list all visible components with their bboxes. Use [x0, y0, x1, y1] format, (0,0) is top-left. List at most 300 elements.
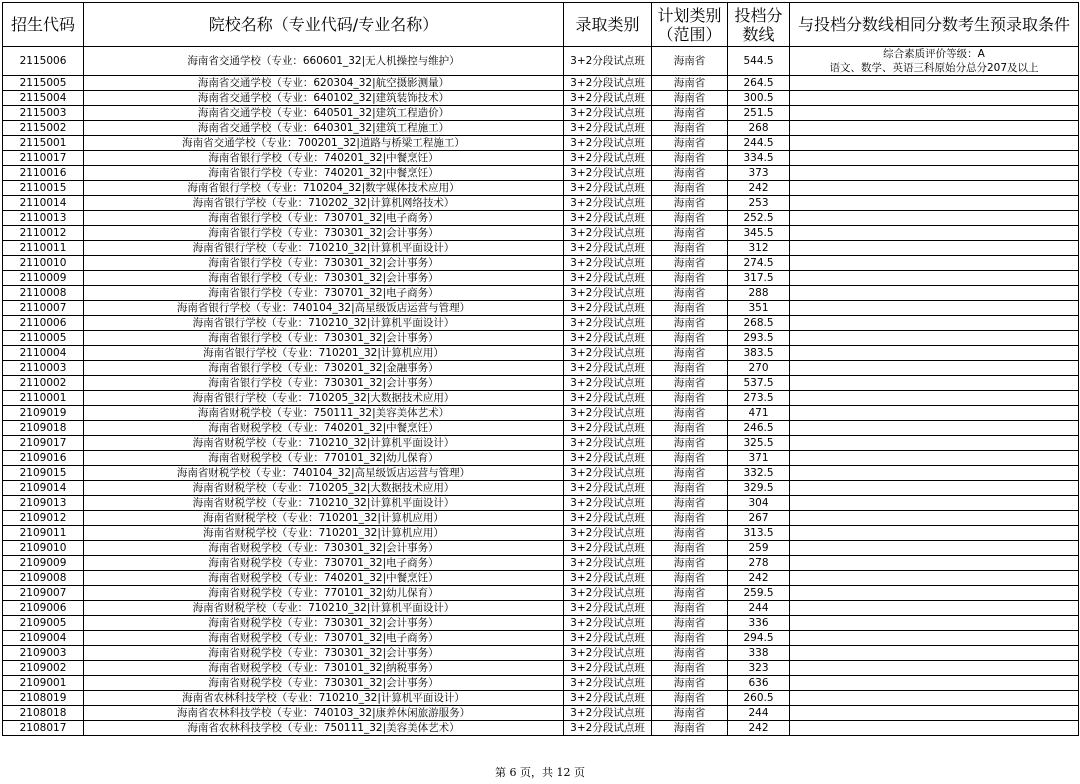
cell-condition [790, 331, 1079, 346]
cell-plan-type: 海南省 [652, 601, 728, 616]
cell-plan-type: 海南省 [652, 676, 728, 691]
cell-score: 251.5 [728, 106, 790, 121]
cell-school: 海南省财税学校（专业：770101_32|幼儿保育） [84, 451, 564, 466]
table-row [3, 496, 1079, 511]
cell-plan-type: 海南省 [652, 481, 728, 496]
cell-plan-type: 海南省 [652, 691, 728, 706]
cell-score: 338 [728, 646, 790, 661]
cell-category: 3+2分段试点班 [564, 421, 652, 436]
cell-school: 海南省财税学校（专业：710210_32|计算机平面设计） [84, 496, 564, 511]
cell-school: 海南省财税学校（专业：710210_32|计算机平面设计） [84, 601, 564, 616]
cell-condition [790, 241, 1079, 256]
header-code: 招生代码 [3, 3, 84, 47]
cell-condition [790, 571, 1079, 586]
cell-condition [790, 106, 1079, 121]
cell-score: 371 [728, 451, 790, 466]
cell-category: 3+2分段试点班 [564, 271, 652, 286]
cell-plan-type: 海南省 [652, 301, 728, 316]
header-category: 录取类别 [564, 3, 652, 47]
condition-line: 综合素质评价等级：A [883, 48, 985, 60]
cell-condition [790, 47, 1079, 76]
cell-score: 323 [728, 661, 790, 676]
cell-school: 海南省财税学校（专业：730701_32|电子商务） [84, 631, 564, 646]
cell-condition [790, 466, 1079, 481]
cell-category: 3+2分段试点班 [564, 151, 652, 166]
cell-condition [790, 211, 1079, 226]
cell-school: 海南省财税学校（专业：730301_32|会计事务） [84, 676, 564, 691]
cell-score: 325.5 [728, 436, 790, 451]
cell-school: 海南省财税学校（专业：710210_32|计算机平面设计） [84, 436, 564, 451]
cell-school: 海南省银行学校（专业：710205_32|大数据技术应用） [84, 391, 564, 406]
cell-score: 332.5 [728, 466, 790, 481]
cell-code: 2110013 [3, 211, 84, 226]
cell-school: 海南省农林科技学校（专业：750111_32|美容美体艺术） [84, 721, 564, 736]
cell-plan-type: 海南省 [652, 646, 728, 661]
cell-condition [790, 196, 1079, 211]
cell-plan-type: 海南省 [652, 451, 728, 466]
cell-score: 334.5 [728, 151, 790, 166]
cell-code: 2110007 [3, 301, 84, 316]
table-row [3, 511, 1079, 526]
cell-school: 海南省交通学校（专业：640301_32|建筑工程施工） [84, 121, 564, 136]
table-row [3, 436, 1079, 451]
cell-score: 242 [728, 721, 790, 736]
cell-school: 海南省银行学校（专业：730201_32|金融事务） [84, 361, 564, 376]
cell-score: 244 [728, 706, 790, 721]
cell-plan-type: 海南省 [652, 241, 728, 256]
cell-condition [790, 151, 1079, 166]
cell-category: 3+2分段试点班 [564, 121, 652, 136]
cell-category: 3+2分段试点班 [564, 586, 652, 601]
cell-score: 636 [728, 676, 790, 691]
cell-category: 3+2分段试点班 [564, 601, 652, 616]
cell-score: 329.5 [728, 481, 790, 496]
cell-score: 373 [728, 166, 790, 181]
table-row [3, 421, 1079, 436]
cell-plan-type: 海南省 [652, 631, 728, 646]
cell-category: 3+2分段试点班 [564, 496, 652, 511]
cell-condition [790, 271, 1079, 286]
cell-score: 293.5 [728, 331, 790, 346]
cell-code: 2109010 [3, 541, 84, 556]
cell-category: 3+2分段试点班 [564, 571, 652, 586]
cell-condition [790, 661, 1079, 676]
cell-school: 海南省财税学校（专业：740104_32|高星级饭店运营与管理） [84, 466, 564, 481]
cell-school: 海南省财税学校（专业：750111_32|美容美体艺术） [84, 406, 564, 421]
cell-plan-type: 海南省 [652, 526, 728, 541]
cell-score: 278 [728, 556, 790, 571]
cell-code: 2110003 [3, 361, 84, 376]
cell-code: 2108017 [3, 721, 84, 736]
table-row [3, 331, 1079, 346]
cell-plan-type: 海南省 [652, 376, 728, 391]
cell-code: 2109005 [3, 616, 84, 631]
table-row [3, 241, 1079, 256]
cell-condition [790, 136, 1079, 151]
table-row [3, 646, 1079, 661]
cell-plan-type: 海南省 [652, 91, 728, 106]
table-row [3, 586, 1079, 601]
cell-category: 3+2分段试点班 [564, 91, 652, 106]
table-row [3, 376, 1079, 391]
cell-plan-type: 海南省 [652, 47, 728, 76]
cell-condition [790, 631, 1079, 646]
cell-condition [790, 346, 1079, 361]
cell-plan-type: 海南省 [652, 556, 728, 571]
cell-category: 3+2分段试点班 [564, 721, 652, 736]
cell-code: 2115001 [3, 136, 84, 151]
cell-school: 海南省财税学校（专业：740201_32|中餐烹饪） [84, 421, 564, 436]
cell-category: 3+2分段试点班 [564, 211, 652, 226]
cell-school: 海南省财税学校（专业：730301_32|会计事务） [84, 616, 564, 631]
cell-score: 336 [728, 616, 790, 631]
cell-code: 2110001 [3, 391, 84, 406]
cell-category: 3+2分段试点班 [564, 47, 652, 76]
cell-category: 3+2分段试点班 [564, 436, 652, 451]
cell-school: 海南省交通学校（专业：660601_32|无人机操控与维护） [84, 47, 564, 76]
cell-score: 268 [728, 121, 790, 136]
cell-plan-type: 海南省 [652, 721, 728, 736]
cell-condition [790, 541, 1079, 556]
cell-plan-type: 海南省 [652, 136, 728, 151]
cell-score: 244 [728, 601, 790, 616]
cell-condition [790, 376, 1079, 391]
cell-code: 2110006 [3, 316, 84, 331]
cell-condition [790, 181, 1079, 196]
cell-category: 3+2分段试点班 [564, 106, 652, 121]
cell-plan-type: 海南省 [652, 76, 728, 91]
cell-category: 3+2分段试点班 [564, 691, 652, 706]
table-row [3, 47, 1079, 76]
cell-plan-type: 海南省 [652, 406, 728, 421]
cell-condition [790, 586, 1079, 601]
cell-category: 3+2分段试点班 [564, 196, 652, 211]
cell-score: 246.5 [728, 421, 790, 436]
cell-category: 3+2分段试点班 [564, 346, 652, 361]
cell-school: 海南省财税学校（专业：730101_32|纳税事务） [84, 661, 564, 676]
cell-code: 2109004 [3, 631, 84, 646]
cell-score: 259.5 [728, 586, 790, 601]
cell-plan-type: 海南省 [652, 511, 728, 526]
cell-school: 海南省银行学校（专业：710202_32|计算机网络技术） [84, 196, 564, 211]
cell-code: 2109018 [3, 421, 84, 436]
cell-category: 3+2分段试点班 [564, 316, 652, 331]
cell-plan-type: 海南省 [652, 106, 728, 121]
cell-plan-type: 海南省 [652, 706, 728, 721]
cell-category: 3+2分段试点班 [564, 661, 652, 676]
table-row [3, 706, 1079, 721]
cell-code: 2110015 [3, 181, 84, 196]
cell-score: 288 [728, 286, 790, 301]
cell-category: 3+2分段试点班 [564, 616, 652, 631]
cell-school: 海南省银行学校（专业：730301_32|会计事务） [84, 376, 564, 391]
cell-condition [790, 286, 1079, 301]
cell-score: 294.5 [728, 631, 790, 646]
cell-school: 海南省银行学校（专业：740201_32|中餐烹饪） [84, 151, 564, 166]
table-row [3, 406, 1079, 421]
cell-code: 2109006 [3, 601, 84, 616]
cell-plan-type: 海南省 [652, 436, 728, 451]
cell-category: 3+2分段试点班 [564, 511, 652, 526]
cell-category: 3+2分段试点班 [564, 166, 652, 181]
cell-score: 270 [728, 361, 790, 376]
cell-condition [790, 601, 1079, 616]
cell-code: 2110017 [3, 151, 84, 166]
cell-code: 2109017 [3, 436, 84, 451]
cell-condition [790, 496, 1079, 511]
cell-school: 海南省银行学校（专业：710210_32|计算机平面设计） [84, 241, 564, 256]
table-row [3, 181, 1079, 196]
cell-plan-type: 海南省 [652, 286, 728, 301]
cell-code: 2110004 [3, 346, 84, 361]
cell-score: 304 [728, 496, 790, 511]
cell-score: 351 [728, 301, 790, 316]
cell-score: 537.5 [728, 376, 790, 391]
table-row [3, 526, 1079, 541]
cell-school: 海南省银行学校（专业：710204_32|数字媒体技术应用） [84, 181, 564, 196]
cell-plan-type: 海南省 [652, 331, 728, 346]
table-row [3, 256, 1079, 271]
cell-category: 3+2分段试点班 [564, 376, 652, 391]
cell-code: 2109012 [3, 511, 84, 526]
cell-condition [790, 646, 1079, 661]
table-row [3, 271, 1079, 286]
cell-plan-type: 海南省 [652, 121, 728, 136]
cell-code: 2110016 [3, 166, 84, 181]
cell-category: 3+2分段试点班 [564, 331, 652, 346]
cell-code: 2110005 [3, 331, 84, 346]
cell-code: 2108018 [3, 706, 84, 721]
cell-code: 2109003 [3, 646, 84, 661]
cell-category: 3+2分段试点班 [564, 451, 652, 466]
cell-plan-type: 海南省 [652, 466, 728, 481]
cell-score: 312 [728, 241, 790, 256]
cell-category: 3+2分段试点班 [564, 541, 652, 556]
cell-school: 海南省银行学校（专业：740104_32|高星级饭店运营与管理） [84, 301, 564, 316]
table-row [3, 571, 1079, 586]
table-row [3, 616, 1079, 631]
cell-category: 3+2分段试点班 [564, 631, 652, 646]
cell-code: 2109015 [3, 466, 84, 481]
cell-score: 300.5 [728, 91, 790, 106]
cell-condition [790, 316, 1079, 331]
cell-condition [790, 91, 1079, 106]
cell-score: 242 [728, 181, 790, 196]
cell-category: 3+2分段试点班 [564, 136, 652, 151]
cell-plan-type: 海南省 [652, 421, 728, 436]
cell-score: 471 [728, 406, 790, 421]
cell-score: 259 [728, 541, 790, 556]
cell-score: 544.5 [728, 47, 790, 76]
cell-plan-type: 海南省 [652, 361, 728, 376]
cell-score: 260.5 [728, 691, 790, 706]
cell-school: 海南省交通学校（专业：700201_32|道路与桥梁工程施工） [84, 136, 564, 151]
table-row [3, 631, 1079, 646]
table-row [3, 166, 1079, 181]
cell-category: 3+2分段试点班 [564, 556, 652, 571]
cell-school: 海南省财税学校（专业：730701_32|电子商务） [84, 556, 564, 571]
cell-code: 2115003 [3, 106, 84, 121]
table-row [3, 346, 1079, 361]
table-body [3, 47, 1079, 736]
cell-plan-type: 海南省 [652, 661, 728, 676]
table-row [3, 466, 1079, 481]
cell-condition [790, 706, 1079, 721]
cell-category: 3+2分段试点班 [564, 406, 652, 421]
cell-plan-type: 海南省 [652, 256, 728, 271]
cell-school: 海南省银行学校（专业：730301_32|会计事务） [84, 331, 564, 346]
table-row [3, 541, 1079, 556]
cell-school: 海南省财税学校（专业：730301_32|会计事务） [84, 541, 564, 556]
cell-condition [790, 511, 1079, 526]
cell-code: 2109002 [3, 661, 84, 676]
table-row [3, 691, 1079, 706]
cell-score: 252.5 [728, 211, 790, 226]
cell-code: 2110002 [3, 376, 84, 391]
header-plan-type: 计划类别（范围） [652, 3, 728, 47]
table-row [3, 286, 1079, 301]
cell-condition [790, 721, 1079, 736]
cell-school: 海南省交通学校（专业：620304_32|航空摄影测量） [84, 76, 564, 91]
cell-school: 海南省财税学校（专业：710205_32|大数据技术应用） [84, 481, 564, 496]
cell-condition [790, 256, 1079, 271]
cell-code: 2110008 [3, 286, 84, 301]
cell-category: 3+2分段试点班 [564, 391, 652, 406]
cell-category: 3+2分段试点班 [564, 76, 652, 91]
cell-code: 2110009 [3, 271, 84, 286]
cell-condition [790, 406, 1079, 421]
cell-code: 2109016 [3, 451, 84, 466]
cell-school: 海南省银行学校（专业：740201_32|中餐烹饪） [84, 166, 564, 181]
cell-plan-type: 海南省 [652, 211, 728, 226]
cell-plan-type: 海南省 [652, 496, 728, 511]
table-row [3, 661, 1079, 676]
cell-category: 3+2分段试点班 [564, 646, 652, 661]
cell-score: 345.5 [728, 226, 790, 241]
cell-code: 2115005 [3, 76, 84, 91]
cell-plan-type: 海南省 [652, 271, 728, 286]
table-row [3, 151, 1079, 166]
cell-plan-type: 海南省 [652, 166, 728, 181]
header-score: 投档分数线 [728, 3, 790, 47]
cell-code: 2110011 [3, 241, 84, 256]
cell-category: 3+2分段试点班 [564, 481, 652, 496]
cell-score: 267 [728, 511, 790, 526]
cell-code: 2109019 [3, 406, 84, 421]
condition-line: 语文、数学、英语三科原始分总分207及以上 [829, 62, 1039, 74]
cell-score: 274.5 [728, 256, 790, 271]
cell-score: 383.5 [728, 346, 790, 361]
cell-school: 海南省银行学校（专业：730301_32|会计事务） [84, 226, 564, 241]
cell-condition [790, 436, 1079, 451]
cell-school: 海南省财税学校（专业：770101_32|幼儿保育） [84, 586, 564, 601]
cell-code: 2109014 [3, 481, 84, 496]
cell-score: 264.5 [728, 76, 790, 91]
table-row [3, 601, 1079, 616]
cell-condition [790, 166, 1079, 181]
cell-score: 268.5 [728, 316, 790, 331]
table-row [3, 451, 1079, 466]
cell-condition [790, 121, 1079, 136]
cell-code: 2108019 [3, 691, 84, 706]
cell-code: 2109013 [3, 496, 84, 511]
cell-plan-type: 海南省 [652, 181, 728, 196]
cell-category: 3+2分段试点班 [564, 241, 652, 256]
cell-school: 海南省交通学校（专业：640102_32|建筑装饰技术） [84, 91, 564, 106]
cell-condition [790, 526, 1079, 541]
cell-plan-type: 海南省 [652, 226, 728, 241]
cell-code: 2110010 [3, 256, 84, 271]
page-footer: 第 6 页，共 12 页 [495, 766, 585, 779]
admission-score-table [2, 2, 1079, 736]
cell-category: 3+2分段试点班 [564, 526, 652, 541]
cell-school: 海南省财税学校（专业：710201_32|计算机应用） [84, 511, 564, 526]
cell-school: 海南省农林科技学校（专业：710210_32|计算机平面设计） [84, 691, 564, 706]
cell-condition [790, 226, 1079, 241]
cell-condition [790, 361, 1079, 376]
cell-condition [790, 391, 1079, 406]
cell-school: 海南省交通学校（专业：640501_32|建筑工程造价） [84, 106, 564, 121]
cell-school: 海南省银行学校（专业：710201_32|计算机应用） [84, 346, 564, 361]
header-row [3, 3, 1079, 47]
table-row [3, 136, 1079, 151]
cell-score: 317.5 [728, 271, 790, 286]
cell-plan-type: 海南省 [652, 586, 728, 601]
cell-score: 253 [728, 196, 790, 211]
cell-code: 2110014 [3, 196, 84, 211]
cell-code: 2109007 [3, 586, 84, 601]
cell-school: 海南省银行学校（专业：730301_32|会计事务） [84, 256, 564, 271]
cell-school: 海南省银行学校（专业：730301_32|会计事务） [84, 271, 564, 286]
cell-plan-type: 海南省 [652, 616, 728, 631]
table-row [3, 316, 1079, 331]
cell-condition [790, 691, 1079, 706]
header-school: 院校名称（专业代码/专业名称） [84, 3, 564, 47]
table-row [3, 391, 1079, 406]
cell-condition [790, 676, 1079, 691]
cell-school: 海南省财税学校（专业：730301_32|会计事务） [84, 646, 564, 661]
cell-score: 313.5 [728, 526, 790, 541]
cell-plan-type: 海南省 [652, 571, 728, 586]
cell-code: 2115004 [3, 91, 84, 106]
table-row [3, 556, 1079, 571]
cell-condition [790, 556, 1079, 571]
cell-code: 2109001 [3, 676, 84, 691]
cell-code: 2110012 [3, 226, 84, 241]
cell-school: 海南省农林科技学校（专业：740103_32|康养休闲旅游服务） [84, 706, 564, 721]
cell-condition [790, 616, 1079, 631]
cell-school: 海南省财税学校（专业：710201_32|计算机应用） [84, 526, 564, 541]
cell-category: 3+2分段试点班 [564, 256, 652, 271]
cell-plan-type: 海南省 [652, 196, 728, 211]
table-row [3, 106, 1079, 121]
table-row [3, 676, 1079, 691]
cell-plan-type: 海南省 [652, 391, 728, 406]
cell-category: 3+2分段试点班 [564, 676, 652, 691]
cell-school: 海南省财税学校（专业：740201_32|中餐烹饪） [84, 571, 564, 586]
table-row [3, 121, 1079, 136]
cell-code: 2109009 [3, 556, 84, 571]
cell-condition [790, 451, 1079, 466]
cell-category: 3+2分段试点班 [564, 706, 652, 721]
cell-code: 2115002 [3, 121, 84, 136]
cell-category: 3+2分段试点班 [564, 466, 652, 481]
cell-plan-type: 海南省 [652, 316, 728, 331]
table-row [3, 361, 1079, 376]
table-row [3, 76, 1079, 91]
table-row [3, 211, 1079, 226]
cell-plan-type: 海南省 [652, 151, 728, 166]
